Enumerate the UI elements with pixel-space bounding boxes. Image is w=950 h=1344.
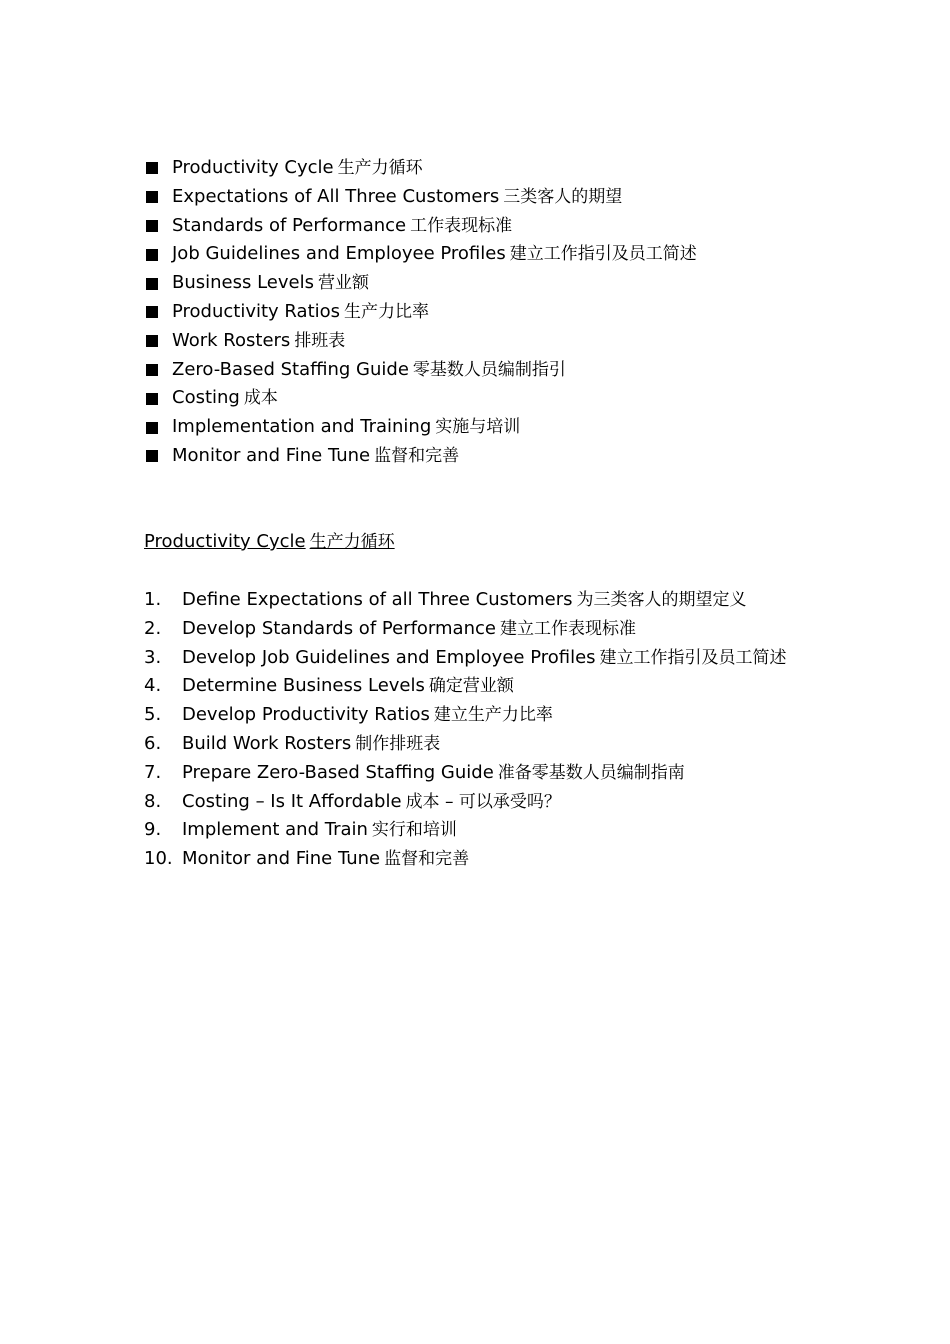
bullet-text-en: Expectations of All Three Customers (172, 185, 500, 207)
step-text-zh: 建立工作表现标准 (499, 618, 636, 639)
step-text-en: Determine Business Levels (182, 675, 425, 697)
step-text (182, 816, 810, 845)
bullet-item (144, 154, 844, 183)
square-bullet-icon (146, 249, 158, 261)
step-item (144, 788, 810, 817)
step-text-en: Develop Standards of Performance (182, 617, 496, 639)
step-item (144, 672, 810, 701)
bullet-text-zh: 三类客人的期望 (503, 186, 623, 207)
step-text-en: Develop Job Guidelines and Employee Profiles (182, 646, 596, 668)
bullet-text-zh: 实施与培训 (435, 417, 521, 438)
bullet-item (144, 384, 844, 413)
bullet-text-en: Work Rosters (172, 329, 291, 351)
bullet-item (144, 327, 844, 356)
step-number: 9. (144, 819, 162, 841)
step-text (182, 644, 810, 673)
step-number: 5. (144, 704, 162, 726)
bullet-text-zh: 建立工作指引及员工简述 (509, 244, 697, 265)
section-heading-zh: 生产力循环 (309, 532, 395, 552)
bullet-text-zh: 生产力循环 (337, 158, 423, 178)
step-text (182, 672, 810, 701)
bullet-text-zh: 排班表 (294, 330, 346, 351)
square-bullet-icon (146, 422, 158, 434)
square-bullet-icon (146, 191, 158, 203)
bullet-item (144, 413, 844, 442)
bullet-text-en: Job Guidelines and Employee Profiles (172, 243, 506, 265)
step-text-zh: 确定营业额 (428, 676, 514, 697)
square-bullet-icon (146, 450, 158, 462)
step-text (182, 586, 810, 615)
bullet-text-en: Implementation and Training (172, 416, 432, 438)
step-text-zh: 建立生产力比率 (433, 705, 553, 726)
bullet-text-zh: 营业额 (318, 273, 369, 294)
step-text-zh: 成本 – 可以承受吗？ (405, 791, 561, 812)
step-number: 4. (144, 675, 162, 697)
step-text (182, 701, 810, 730)
bullet-text-en: Productivity Ratios (172, 300, 341, 322)
step-number: 7. (144, 761, 162, 783)
step-item (144, 615, 810, 644)
bullet-item (144, 356, 844, 385)
step-number: 2. (144, 617, 162, 639)
step-item (144, 586, 810, 615)
bullet-text-en: Zero-Based Staffing Guide (172, 358, 409, 380)
bullet-item (144, 298, 844, 327)
step-item (144, 730, 810, 759)
bullet-text-zh: 监督和完善 (374, 445, 460, 466)
step-text-zh: 监督和完善 (384, 849, 470, 870)
step-item (144, 816, 810, 845)
square-bullet-icon (146, 364, 158, 376)
square-bullet-icon (146, 306, 158, 318)
step-text-zh: 实行和培训 (371, 820, 457, 841)
bullet-text-en: Standards of Performance (172, 214, 407, 236)
bullet-item (144, 269, 844, 298)
step-number: 10. (144, 848, 173, 870)
step-text-en: Monitor and Fine Tune (182, 848, 381, 870)
square-bullet-icon (146, 278, 158, 290)
step-text (182, 788, 810, 817)
step-text-en: Build Work Rosters (182, 732, 352, 754)
step-text-en: Develop Productivity Ratios (182, 704, 430, 726)
step-item (144, 644, 810, 673)
bullet-text-zh: 零基数人员编制指引 (412, 359, 566, 380)
square-bullet-icon (146, 162, 158, 174)
step-text (182, 759, 810, 788)
square-bullet-icon (146, 393, 158, 405)
step-text-en: Prepare Zero-Based Staffing Guide (182, 761, 494, 783)
step-number: 6. (144, 732, 162, 754)
section-heading (144, 528, 395, 556)
topic-bullet-list (144, 154, 844, 471)
bullet-item (144, 442, 844, 471)
step-text (182, 615, 810, 644)
step-text-en: Implement and Train (182, 819, 368, 841)
step-text-en: Costing – Is It Affordable (182, 790, 402, 812)
step-text-zh: 制作排班表 (355, 733, 441, 754)
bullet-text-zh: 生产力比率 (344, 301, 430, 322)
step-number: 3. (144, 646, 162, 668)
bullet-text-en: Productivity Cycle (172, 157, 334, 178)
bullet-item (144, 212, 844, 241)
bullet-text-en: Business Levels (172, 272, 314, 294)
section-heading-en: Productivity Cycle (144, 531, 306, 552)
bullet-text-en: Costing (172, 387, 240, 409)
step-text-zh: 准备零基数人员编制指南 (497, 762, 685, 783)
bullet-item (144, 183, 844, 212)
step-text (182, 730, 810, 759)
bullet-text-zh: 工作表现标准 (410, 215, 513, 236)
bullet-text-zh: 成本 (243, 388, 278, 409)
step-text-zh: 为三类客人的期望定义 (576, 590, 747, 610)
step-item (144, 701, 810, 730)
square-bullet-icon (146, 220, 158, 232)
step-item (144, 845, 810, 874)
step-text-zh: 建立工作指引及员工简述 (599, 647, 787, 668)
square-bullet-icon (146, 335, 158, 347)
cycle-steps-list (144, 586, 810, 874)
bullet-text-en: Monitor and Fine Tune (172, 444, 371, 466)
step-text-en: Define Expectations of all Three Customers (182, 589, 573, 610)
bullet-item (144, 240, 844, 269)
step-number: 1. (144, 589, 162, 610)
step-number: 8. (144, 790, 162, 812)
step-item (144, 759, 810, 788)
step-text (182, 845, 810, 874)
